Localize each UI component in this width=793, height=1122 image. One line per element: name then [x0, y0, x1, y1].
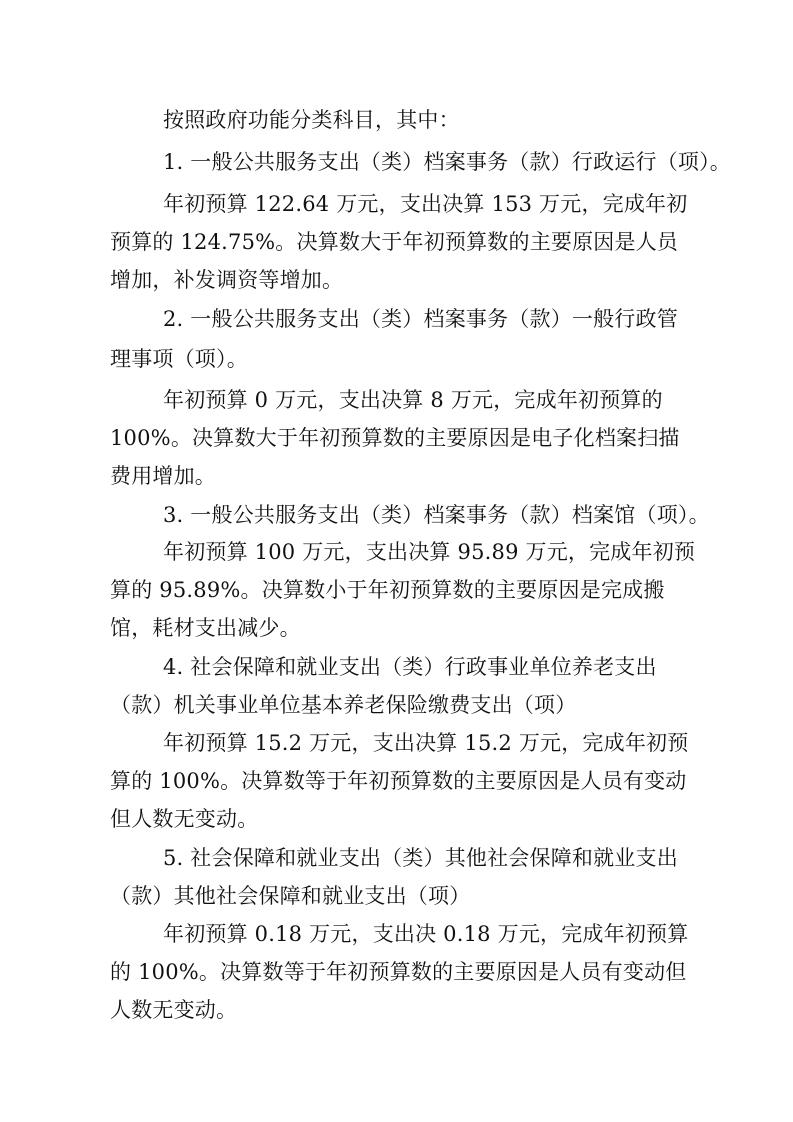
item-5-text-line-3: 人数无变动。: [110, 998, 238, 1022]
item-4-text-line-2: 算的 100%。决算数等于年初预算数的主要原因是人员有变动: [110, 769, 687, 793]
item-1-text-line-3: 增加，补发调资等增加。: [110, 268, 344, 292]
item-4-heading-line-2: （款）机关事业单位基本养老保险缴费支出（项）: [110, 693, 577, 717]
item-3-text-line-3: 馆，耗材支出减少。: [110, 616, 301, 640]
intro-line: 按照政府功能分类科目，其中：: [163, 108, 460, 132]
item-2-text-line-2: 100%。决算数大于年初预算数的主要原因是电子化档案扫描: [110, 426, 680, 450]
item-2-heading-line-2: 理事项（项）。: [110, 347, 248, 371]
item-1-heading: 1. 一般公共服务支出（类）档案事务（款）行政运行（项）。: [163, 150, 732, 174]
item-3-text-line-2: 算的 95.89%。决算数小于年初预算数的主要原因是完成搬: [110, 578, 665, 602]
item-3-heading: 3. 一般公共服务支出（类）档案事务（款）档案馆（项）。: [163, 503, 710, 527]
item-2-text-line-3: 费用增加。: [110, 464, 216, 488]
item-5-heading-line-1: 5. 社会保障和就业支出（类）其他社会保障和就业支出: [163, 846, 678, 870]
item-1-text-line-2: 预算的 124.75%。决算数大于年初预算数的主要原因是人员: [110, 230, 679, 254]
item-5-text-line-2: 的 100%。决算数等于年初预算数的主要原因是人员有变动但: [110, 960, 687, 984]
item-4-heading-line-1: 4. 社会保障和就业支出（类）行政事业单位养老支出: [163, 655, 657, 679]
item-1-text-line-1: 年初预算 122.64 万元，支出决算 153 万元，完成年初: [163, 192, 688, 216]
item-3-text-line-1: 年初预算 100 万元，支出决算 95.89 万元，完成年初预: [163, 540, 696, 564]
item-2-text-line-1: 年初预算 0 万元，支出决算 8 万元，完成年初预算的: [163, 388, 663, 412]
item-2-heading-line-1: 2. 一般公共服务支出（类）档案事务（款）一般行政管: [163, 307, 678, 331]
item-5-heading-line-2: （款）其他社会保障和就业支出（项）: [110, 884, 471, 908]
item-4-text-line-3: 但人数无变动。: [110, 807, 259, 831]
item-5-text-line-1: 年初预算 0.18 万元，支出决 0.18 万元，完成年初预算: [163, 922, 689, 946]
item-4-text-line-1: 年初预算 15.2 万元，支出决算 15.2 万元，完成年初预: [163, 731, 689, 755]
